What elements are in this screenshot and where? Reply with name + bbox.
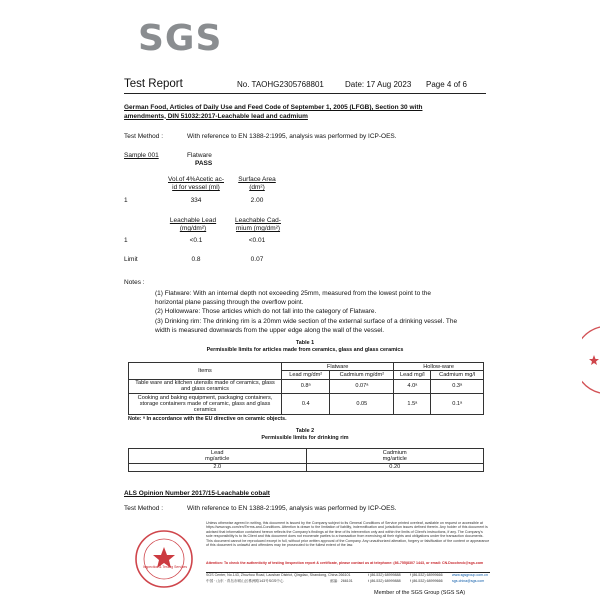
leachable-lead-header: Leachable Lead (mg/dm²) xyxy=(169,217,217,232)
table1-caption: Table 1 Permissible limits for articles made from ceramics, glass and glass ceramics xyxy=(206,340,404,353)
table1-items-header: Items xyxy=(129,363,282,380)
table1-flatware-header: Flatware xyxy=(282,363,394,371)
sample-result: PASS xyxy=(195,160,213,167)
test-method-text-2: With reference to EN 1388-2:1995, analysis was performed by ICP-OES. xyxy=(187,505,397,512)
footer-address-en: SGS Center, No.143, Zhuzhou Road, Laoshan District, Qingdao, Shandong, China 266101 xyxy=(206,573,351,577)
limit-label: Limit xyxy=(124,256,138,263)
notes-label: Notes : xyxy=(124,279,145,286)
seal-text: Inspection & Testing Services xyxy=(142,565,188,569)
note-drinking-rim: (3) Drinking rim: The drinking rim is a 20mm wide section of the external surface of a drinking vessel. The xyxy=(155,317,458,325)
sgs-logo: SGS xyxy=(138,18,223,59)
report-date: Date: 17 Aug 2023 xyxy=(345,80,412,89)
table-row: Cooking and baking equipment, packaging containers, storage containers made of ceramic, glass and glass ceramics 0.4 0.05 1.5ᵃ 0.1ᵃ xyxy=(129,394,484,415)
test-method-label-2: Test Method : xyxy=(124,505,164,512)
footer-fax: f (86-532) 68999666 xyxy=(410,573,443,577)
table1-hollowware-header: Hollow-ware xyxy=(394,363,484,371)
table2-caption: Table 2 Permissible limits for drinking rim xyxy=(261,428,349,441)
table1-permissible-limits: Items Flatware Hollow-ware Lead mg/dm² Cadmium mg/dm² Lead mg/l Cadmium mg/l Table ware and kitchen utensils made of ceramics, glass and glass ceramics 0.8ᵃ 0.07ᵃ 4.0ᵃ 0.3ᵃ Cooking and baking equipment, packaging containers, storage containers made of ceramic, glass and glass ceramics 0.4 0.05 1.5ᵃ 0.1ᵃ xyxy=(128,362,484,415)
section-als-title: ALS Opinion Number 2017/15-Leachable cobalt xyxy=(124,490,270,497)
limit-cadmium: 0.07 xyxy=(250,256,264,263)
header-rule xyxy=(124,93,486,94)
table1-note: Note: ᵃ In accordance with the EU directive on ceramic objects. xyxy=(128,416,287,422)
note-flatware: (1) Flatware: With an internal depth not exceeding 25mm, measured from the lowest point to the xyxy=(155,290,432,297)
row1-index: 1 xyxy=(124,197,128,204)
row2-index: 1 xyxy=(124,237,128,244)
vol-acetic-header: Vol.of 4%Acetic ac- id for vessel (ml) xyxy=(168,176,224,191)
row1-volume: 334 xyxy=(190,197,202,204)
sgs-red-seal xyxy=(124,528,204,590)
footer-attention: Attention: To check the authenticity of testing /inspection report & certificate, please contact us at telephone: (86-755)8307 1443, or email: CN.Doccheck@sgs.com xyxy=(206,561,484,565)
footer-fax-2: f (86-532) 68999666 xyxy=(410,579,443,583)
section-lfgb-title: German Food, Articles of Daily Use and Feed Code of September 1, 2005 (LFGB), Section 30 with amendments, DIN 51032:2017-Leachable lead and cadmium xyxy=(124,104,423,120)
table-row: Table ware and kitchen utensils made of ceramics, glass and glass ceramics 0.8ᵃ 0.07ᵃ 4.0ᵃ 0.3ᵃ xyxy=(129,379,484,394)
test-method-label: Test Method : xyxy=(124,133,164,140)
surface-area-header: Surface Area (dm²) xyxy=(238,176,276,191)
report-title: Test Report xyxy=(124,78,183,90)
notes-list: (1) Flatware: With an internal depth not exceeding 25mm, measured from the lowest point to the horizontal plane passing through the overflow point. (2) Hollowware: Those articles which do not fall into the category of Flatware. (3) Drinking rim: The drinking rim is a 20mm wide section of the external surface of a drinking vessel. The width is measured downwards from the upper edge along the wall of the vessel. xyxy=(155,289,490,335)
test-method-text: With reference to EN 1388-2:1995, analysis was performed by ICP-OES. xyxy=(187,133,397,140)
sample-material: Flatware xyxy=(187,152,212,159)
member-of-sgs: Member of the SGS Group (SGS SA) xyxy=(374,590,466,596)
page-number: Page 4 of 6 xyxy=(426,80,467,89)
report-number: No. TAOHG2305768801 xyxy=(237,80,324,89)
row2-lead: <0.1 xyxy=(189,237,203,244)
note-hollowware: (2) Hollowware: Those articles which do not fall into the category of Flatware. xyxy=(155,308,377,316)
row1-area: 2.00 xyxy=(250,197,264,204)
footer-address-cn: 中国 · 山东 · 青岛市崂山区株洲路143号SGS中心 xyxy=(206,579,284,583)
table-row: 2.0 0.20 xyxy=(129,463,484,471)
footer-email[interactable]: sgs.china@sgs.com xyxy=(452,579,485,583)
row2-cadmium: <0.01 xyxy=(248,237,266,244)
leachable-cadmium-header: Leachable Cad- mium (mg/dm²) xyxy=(235,217,281,232)
footer-postcode: 邮编：266101 xyxy=(330,579,353,583)
limit-lead: 0.8 xyxy=(191,256,201,263)
edge-seal xyxy=(582,325,600,395)
footer-website[interactable]: www.sgsgroup.com.cn xyxy=(452,573,488,577)
footer-phone-2: t (86-532) 68999888 xyxy=(368,579,401,583)
footer-phone: t (86-532) 68999888 xyxy=(368,573,401,577)
sample-label: Sample 001 xyxy=(124,152,159,159)
footer-disclaimer: Unless otherwise agreed in writing, this document is issued by the Company subject to its General Conditions of Service printed overleaf, available on request or accessible at https://www.sgs.com/en/Terms-and-Conditions. Attention is drawn to the limitation of liability, indemnification and jurisdiction issues defined therein. Any holder of this document is advised that information contained hereon reflects the Company's findings at the time of its intervention only and within the limits of Client's instructions, if any. The Company's sole responsibility is to its Client and this document does not exonerate parties to a transaction from exercising all their rights and obligations under the transaction documents. This document cannot be reproduced except in full, without prior written approval of the Company. Any unauthorized alteration, forgery or falsification of the content or appearance of this document is unlawful and offenders may be prosecuted to the fullest extent of the law. xyxy=(206,521,490,548)
table2-drinking-rim-limits: Lead mg/article Cadmium mg/article 2.0 0.20 xyxy=(128,448,484,472)
